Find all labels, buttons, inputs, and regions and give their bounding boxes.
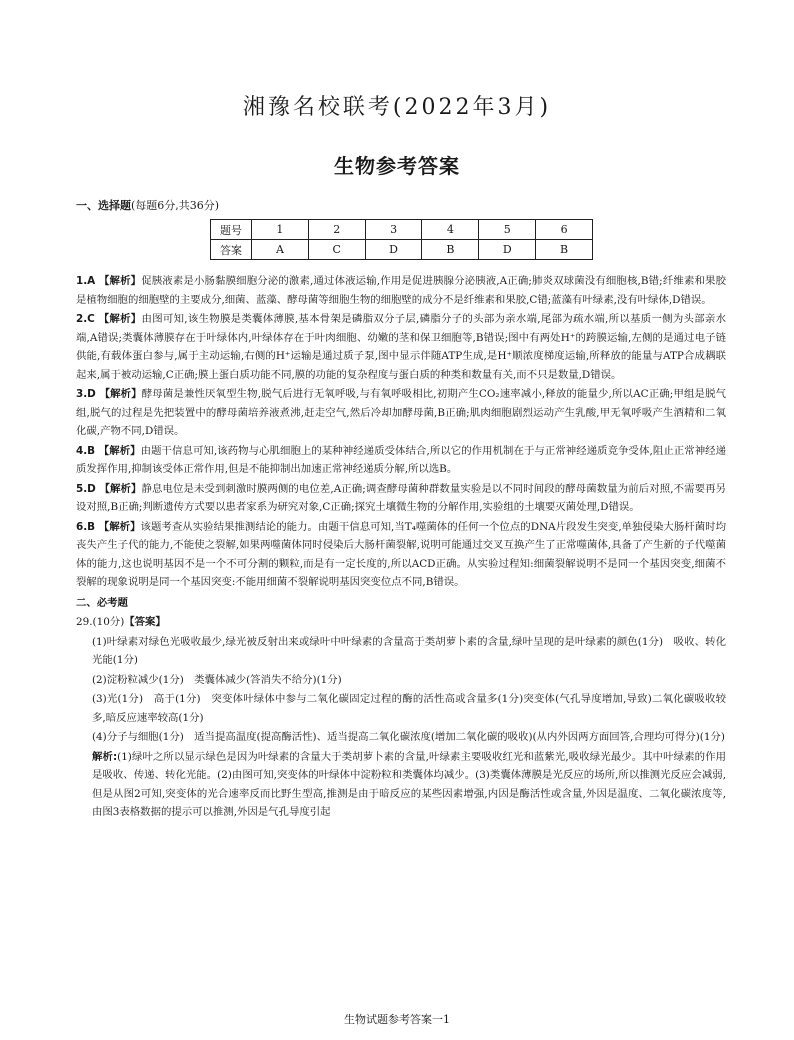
explanation-text: 由图可知,该生物膜是类囊体薄膜,基本骨架是磷脂双分子层,磷脂分子的头部为亲水端,尾部为疏水端,所以基质一侧为头部亲水端,A错误;类囊体薄膜存在于叶绿体内,叶绿体存在于叶肉细胞、幼嫩的茎和保卫细胞等,B错误;图中有两处H⁺的跨膜运输,左侧的是通过电子链供能,有载体蛋白参与,属于主动运输,右侧的H⁺运输是通过质子泵,图中显示伴随ATP生成,是H⁺顺浓度梯度运输,所释放的能量与ATP合成耦联起来,属于被动运输,C正确;膜上蛋白质功能不同,膜的功能的复杂程度与蛋白质的种类和数量有关,而不只是数量,D错误。	[76, 313, 726, 381]
explanation-text: 该题考查从实验结果推测结论的能力。由题干信息可知,当T₄噬菌体的任何一个位点的DNA片段发生突变,单独侵染大肠杆菌时均丧失产生子代的能力,不能使之裂解,如果两噬菌体同时侵染后大肠杆菌裂解,说明可能通过交叉互换产生了正常噬菌体,具备了产生新的子代噬菌体的能力,这也说明基因不是一个不可分割的颗粒,而是有一定长度的,所以ACD正确。从实验过程知:细菌裂解说明不是同一个基因突变,细菌不裂解的现象说明是同一个基因突变:不能用细菌不裂解说明基因突变位点不同,B错误。	[76, 520, 726, 588]
answer-cell: D	[365, 240, 422, 260]
answer-table	[210, 219, 593, 260]
question-number-cell: 3	[365, 220, 422, 240]
question-number-cell: 2	[308, 220, 365, 240]
explanation-text: 酵母菌是兼性厌氧型生物,脱气后进行无氧呼吸,与有氧呼吸相比,初期产生CO₂速率减小,释放的能量少,所以AC正确;甲组是脱气组,脱气的过程是先把装置中的酵母菌培养液煮沸,赶走空气,然后冷却加酵母菌,B正确;肌肉细胞剧烈运动产生乳酸,甲无氧呼吸产生酒精和二氧化碳,产物不同,D错误。	[76, 388, 726, 437]
q29-answer-4: (4)分子与细胞(1分) 适当提高温度(提高酶活性)、适当提高二氧化碳浓度(增加二氧化碳的吸收)(从内外因两方面回答,合理均可得分)(1分)	[92, 731, 725, 743]
explanation-text: 由题干信息可知,该药物与心肌细胞上的某种神经递质受体结合,所以它的作用机制在于与正常神经递质竞争受体,阻止正常神经递质发挥作用,抑制该受体正常作用,但是不能抑制出加速正常神经递质分解,所以选B。	[76, 444, 727, 475]
exam-title: 湘豫名校联考(2022年3月)	[242, 95, 552, 120]
question-number-cell: 4	[422, 220, 479, 240]
q29-answer-3: (3)光(1分) 高于(1分) 突变体叶绿体中参与二氧化碳固定过程的酶的活性高或含量多(1分)突变体(气孔导度增加,导致)二氧化碳吸收较多,暗反应速率较高(1分)	[92, 693, 726, 724]
answer-cell: A	[252, 240, 309, 260]
question-29-number: 29.(10分)	[76, 616, 125, 628]
q29-answer-2: (2)淀粉粒减少(1分) 类囊体减少(答消失不给分)(1分)	[92, 673, 342, 686]
q29-answer-1: (1)叶绿素对绿色光吸收最少,绿光被反射出来或绿叶中叶绿素的含量高于类胡萝卜素的含量,绿叶呈现的是叶绿素的颜色(1分) 吸收、转化光能(1分)	[92, 635, 726, 666]
question-number-label: 题号	[211, 220, 252, 240]
answer-table-answer-row	[211, 240, 593, 260]
explanation-item-2	[76, 310, 726, 384]
question-number-cell: 5	[479, 220, 536, 240]
answer-cell: D	[479, 240, 536, 260]
answer-cell: B	[536, 240, 593, 260]
explanation-head: 5.D 【解析】	[76, 482, 142, 495]
analysis-label: 解析:	[92, 750, 118, 763]
explanations	[76, 272, 726, 823]
explanation-head: 1.A 【解析】	[76, 275, 142, 287]
section-1-note: (每题6分,共36分)	[131, 199, 220, 212]
explanation-head: 6.B 【解析】	[76, 520, 141, 533]
question-number-cell: 1	[252, 220, 309, 240]
explanation-item-3	[76, 385, 726, 441]
explanation-item-1	[76, 272, 726, 309]
explanation-item-5	[76, 480, 726, 517]
analysis-text: (1)绿叶之所以显示绿色是因为叶绿素的含量大于类胡萝卜素的含量,叶绿素主要吸收红光和蓝紫光,吸收绿光最少。其中叶绿素的作用是吸收、传递、转化光能。(2)由图可知,突变体的叶绿体中淀粉粒和类囊体均减少。(3)类囊体薄膜是光反应的场所,所以推测光反应会减弱,但是从图2可知,突变体的光合速率反而比野生型高,推测是由于暗反应的某些因素增强,内因是酶活性或含量,外因是温度、二氧化碳浓度等,由图3表格数据的提示可以推测,外因是气孔导度引起	[92, 750, 726, 818]
answer-cell: B	[422, 240, 479, 260]
explanation-text: 静息电位是未受到刺激时膜两侧的电位差,A正确;调查酵母菌种群数量实验是以不同时间段的酵母菌数量为前后对照,不需要再另设对照,B正确;判断遗传方式要以患者家系为研究对象,C正确;探究土壤微生物的分解作用,实验组的土壤要灭菌处理,D错误。	[76, 482, 726, 513]
page-footer: 生物试题参考答案一1	[344, 1013, 450, 1026]
explanation-head: 2.C 【解析】	[76, 313, 142, 325]
section-2-heading: 二、必考题	[76, 596, 128, 609]
question-29-heading	[76, 613, 726, 632]
explanation-head: 3.D 【解析】	[76, 388, 142, 400]
explanation-item-4	[76, 442, 726, 479]
q29-analysis	[76, 748, 726, 822]
explanation-head: 4.B 【解析】	[76, 444, 141, 457]
answer-table-header-row	[211, 220, 593, 240]
answer-label: 答案	[211, 240, 252, 260]
answer-key-title: 生物参考答案	[334, 154, 460, 178]
explanation-text: 促胰液素是小肠黏膜细胞分泌的激素,通过体液运输,作用是促进胰腺分泌胰液,A正确;肺炎双球菌没有细胞核,B错;纤维素和果胶是植物细胞的细胞壁的主要成分,细菌、蓝藻、酵母菌等细胞生物的细胞壁的成分不是纤维素和果胶,C错;蓝藻有叶绿素,没有叶绿体,D错误。	[76, 275, 726, 306]
section-1-heading	[76, 197, 219, 213]
section-1-label: 一、选择题	[76, 199, 131, 212]
question-number-cell: 6	[536, 220, 593, 240]
answer-cell: C	[308, 240, 365, 260]
answer-tag: 【答案】	[124, 616, 166, 628]
explanation-item-6	[76, 518, 726, 592]
